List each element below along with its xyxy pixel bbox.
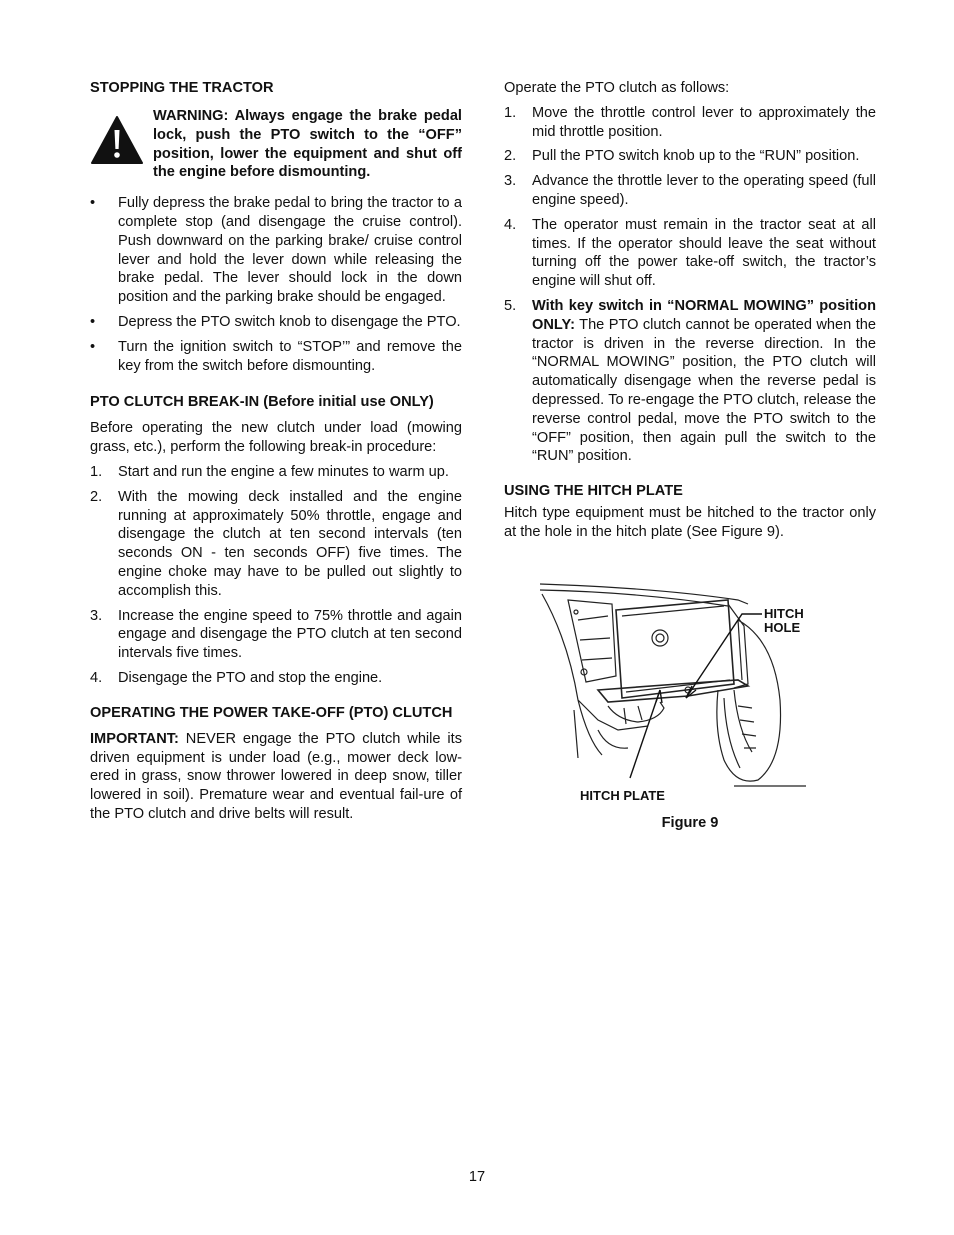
important-label: IMPORTANT: [90,730,179,747]
stopping-heading: STOPPING THE TRACTOR [90,80,274,96]
list-item: 4. The operator must remain in the tractor seat at all times. If the operator should leave the seat without turning off the power take-off switch, the tractor’s engine will shut off. [504,216,876,290]
warning-block [90,107,462,182]
right-column [504,79,876,850]
list-item: 2. Pull the PTO switch knob up to the “RUN” position. [504,148,860,165]
list-item: • Fully depress the brake pedal to bring the tractor to a complete stop (and disengage the cruise control). Push downward on the parking brake/ cruise control lever and hold the lever down while releasing the brake pedal. The lever should lock in the down position and the parking brake should be engaged. [90,195,462,306]
list-item: 2. With the mowing deck installed and the engine running at approximately 50% throttle, engage and disengage the clutch at ten second intervals (ten seconds ON - ten seconds OFF) five times. The engine choke may have to be pulled out slightly to accomplish this. [90,488,462,599]
list-item: • Depress the PTO switch knob to disengage the PTO. [90,313,461,330]
figure-caption: Figure 9 [661,814,719,831]
list-item: 1. Start and run the engine a few minutes to warm up. [90,463,449,480]
stopping-list [90,194,462,375]
leader-lines [504,580,876,802]
page-number: 17 [468,1169,486,1185]
hitch-hole-label-line2: HOLE [764,619,801,635]
breakin-heading: PTO CLUTCH BREAK-IN (Before initial use ONLY) [90,394,434,411]
figure-9 [504,580,876,850]
pto-steps [504,104,876,466]
hitch-heading: USING THE HITCH PLATE [504,483,683,500]
hitch-hole-label-line1: HITCH [764,605,804,621]
list-item: 3. Advance the throttle lever to the operating speed (full engine speed). [504,173,876,208]
breakin-steps [90,463,462,688]
warning-triangle-icon [90,115,144,165]
hitch-plate-label: HITCH PLATE [580,787,665,803]
breakin-intro: Before operating the new clutch under load (mowing grass, etc.), perform the following break-in procedure: [90,420,462,456]
hitch-text: Hitch type equipment must be hitched to the tractor only at the hole in the hitch plate (See Figure 9). [504,505,876,540]
important-paragraph [90,730,462,824]
pto-intro: Operate the PTO clutch as follows: [504,80,730,96]
list-item: • Turn the ignition switch to “STOP’” and remove the key from the switch before dismounting. [90,338,462,374]
operating-heading: OPERATING THE POWER TAKE-OFF (PTO) CLUTCH [90,704,453,721]
warning-text: WARNING: Always engage the brake pedal lock, push the PTO switch to the “OFF” position, lower the equipment and shut off the engine before dismounting. [153,108,462,181]
important-text: NEVER engage the PTO clutch while its driven equipment is under load (e.g., mower deck low-ered in grass, snow thrower lowered in deep snow, tiller lowered in soil). Premature wear and eventual fail-ure of the PTO clutch and drive belts will result. [90,730,462,822]
left-column [90,79,462,824]
list-item: 3. Increase the engine speed to 75% throttle and again engage and disengage the PTO clutch at ten second intervals five times. [90,607,462,662]
list-item: 1. Move the throttle control lever to approximately the mid throttle position. [504,104,876,140]
list-item: 4. Disengage the PTO and stop the engine. [90,669,383,686]
list-item: 5. With key switch in “NORMAL MOWING” position ONLY: The PTO clutch cannot be operated when the tractor is driven in the reverse direction. In the “NORMAL MOWING” position, the PTO clutch will automatically disengage when the reverse pedal is depressed. To re-engage the PTO clutch, release the reverse control pedal, move the PTO switch to the “OFF” position, then again pull the switch to the “RUN” position. [504,297,876,465]
